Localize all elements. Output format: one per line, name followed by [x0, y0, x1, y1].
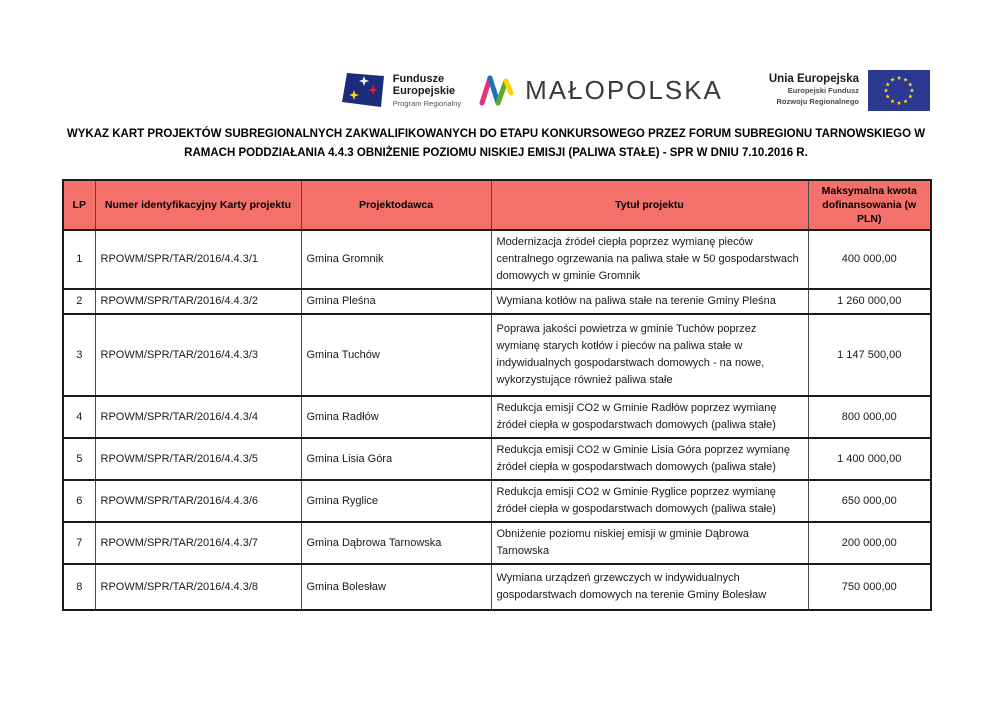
- unia-name: Unia Europejska: [768, 72, 859, 85]
- table-row: [63, 480, 931, 522]
- cell-lp: 3: [63, 314, 95, 396]
- eu-flag-icon: [868, 70, 930, 111]
- cell-id: RPOWM/SPR/TAR/2016/4.4.3/2: [95, 289, 301, 314]
- header-id: Numer identyfikacyjny Karty projektu: [95, 180, 301, 230]
- table-row: [63, 230, 931, 289]
- cell-amount: 650 000,00: [808, 480, 931, 522]
- fundusze-europejskie-logo: [342, 71, 461, 109]
- header-applicant: Projektodawca: [301, 180, 491, 230]
- fundusze-subtitle: Program Regionalny: [392, 98, 462, 108]
- cell-lp: 6: [63, 480, 95, 522]
- cell-amount: 750 000,00: [808, 564, 931, 610]
- cell-amount: 1 147 500,00: [808, 314, 931, 396]
- header-row: [63, 180, 931, 230]
- cell-amount: 800 000,00: [808, 396, 931, 438]
- cell-lp: 7: [63, 522, 95, 564]
- cell-project-title: Wymiana urządzeń grzewczych w indywidualnych gospodarstwach domowych na terenie Gminy Bolesław: [491, 564, 808, 610]
- cell-applicant: Gmina Bolesław: [301, 564, 491, 610]
- cell-project-title: Redukcja emisji CO2 w Gminie Radłów poprzez wymianę źródeł ciepła w gospodarstwach domowych (paliwa stałe): [491, 396, 808, 438]
- cell-id: RPOWM/SPR/TAR/2016/4.4.3/3: [95, 314, 301, 396]
- cell-applicant: Gmina Tuchów: [301, 314, 491, 396]
- cell-project-title: Redukcja emisji CO2 w Gminie Ryglice poprzez wymianę źródeł ciepła w gospodarstwach domowych (paliwa stałe): [491, 480, 808, 522]
- cell-lp: 4: [63, 396, 95, 438]
- fundusze-name-line1: Fundusze: [392, 72, 445, 85]
- cell-project-title: Obniżenie poziomu niskiej emisji w gminie Dąbrowa Tarnowska: [491, 522, 808, 564]
- document-title: WYKAZ KART PROJEKTÓW SUBREGIONALNYCH ZAKWALIFIKOWANYCH DO ETAPU KONKURSOWEGO PRZEZ FORUM SUBREGIONU TARNOWSKIEGO W RAMACH PODDZIAŁANIA 4.4.3 OBNIŻENIE POZIOMU NISKIEJ EMISJI (PALIWA STAŁE) - SPR W DNIU 7.10.2016 R.: [66, 128, 926, 159]
- cell-id: RPOWM/SPR/TAR/2016/4.4.3/1: [95, 230, 301, 289]
- fundusze-europejskie-text: [393, 73, 461, 108]
- logos-row: [62, 68, 930, 112]
- fundusze-name-line2: Europejskie: [392, 84, 456, 97]
- header-project-title: Tytuł projektu: [491, 180, 808, 230]
- unia-sub-line2: Rozwoju Regionalnego: [776, 96, 859, 106]
- malopolska-wordmark: MAŁOPOLSKA: [525, 74, 723, 105]
- unia-europejska-logo: [769, 70, 930, 111]
- cell-id: RPOWM/SPR/TAR/2016/4.4.3/4: [95, 396, 301, 438]
- document-page: [0, 68, 992, 702]
- cell-amount: 400 000,00: [808, 230, 931, 289]
- cell-applicant: Gmina Lisia Góra: [301, 438, 491, 480]
- malopolska-m-icon: [479, 74, 517, 106]
- projects-table: [62, 179, 932, 611]
- cell-lp: 8: [63, 564, 95, 610]
- table-row: [63, 438, 931, 480]
- cell-id: RPOWM/SPR/TAR/2016/4.4.3/5: [95, 438, 301, 480]
- table-row: [63, 314, 931, 396]
- cell-id: RPOWM/SPR/TAR/2016/4.4.3/6: [95, 480, 301, 522]
- unia-sub-line1: Europejski Fundusz: [787, 86, 859, 96]
- cell-amount: 1 260 000,00: [808, 289, 931, 314]
- cell-applicant: Gmina Radłów: [301, 396, 491, 438]
- unia-europejska-text: [769, 74, 859, 107]
- fundusze-europejskie-flag-icon: [342, 71, 385, 109]
- table-row: [63, 564, 931, 610]
- table-row: [63, 289, 931, 314]
- cell-applicant: Gmina Pleśna: [301, 289, 491, 314]
- table-row: [63, 522, 931, 564]
- malopolska-logo: [479, 74, 723, 106]
- header-amount: Maksymalna kwota dofinansowania (w PLN): [808, 180, 931, 230]
- cell-project-title: Wymiana kotłów na paliwa stałe na terenie Gminy Pleśna: [491, 289, 808, 314]
- cell-project-title: Redukcja emisji CO2 w Gminie Lisia Góra poprzez wymianę źródeł ciepła w gospodarstwach domowych (paliwa stałe): [491, 438, 808, 480]
- cell-amount: 1 400 000,00: [808, 438, 931, 480]
- cell-applicant: Gmina Gromnik: [301, 230, 491, 289]
- cell-id: RPOWM/SPR/TAR/2016/4.4.3/8: [95, 564, 301, 610]
- cell-project-title: Poprawa jakości powietrza w gminie Tuchów poprzez wymianę starych kotłów i pieców na paliwa stałe w indywidualnych gospodarstwach domowych - na nowe, wykorzystujące również paliwa stałe: [491, 314, 808, 396]
- cell-amount: 200 000,00: [808, 522, 931, 564]
- cell-applicant: Gmina Ryglice: [301, 480, 491, 522]
- cell-lp: 2: [63, 289, 95, 314]
- table-row: [63, 396, 931, 438]
- cell-id: RPOWM/SPR/TAR/2016/4.4.3/7: [95, 522, 301, 564]
- table-header: [63, 180, 931, 230]
- cell-project-title: Modernizacja źródeł ciepła poprzez wymianę pieców centralnego ogrzewania na paliwa stałe w 50 gospodarstwach domowych w gminie Gromnik: [491, 230, 808, 289]
- cell-lp: 1: [63, 230, 95, 289]
- cell-applicant: Gmina Dąbrowa Tarnowska: [301, 522, 491, 564]
- cell-lp: 5: [63, 438, 95, 480]
- header-lp: LP: [63, 180, 95, 230]
- table-body: [63, 230, 931, 610]
